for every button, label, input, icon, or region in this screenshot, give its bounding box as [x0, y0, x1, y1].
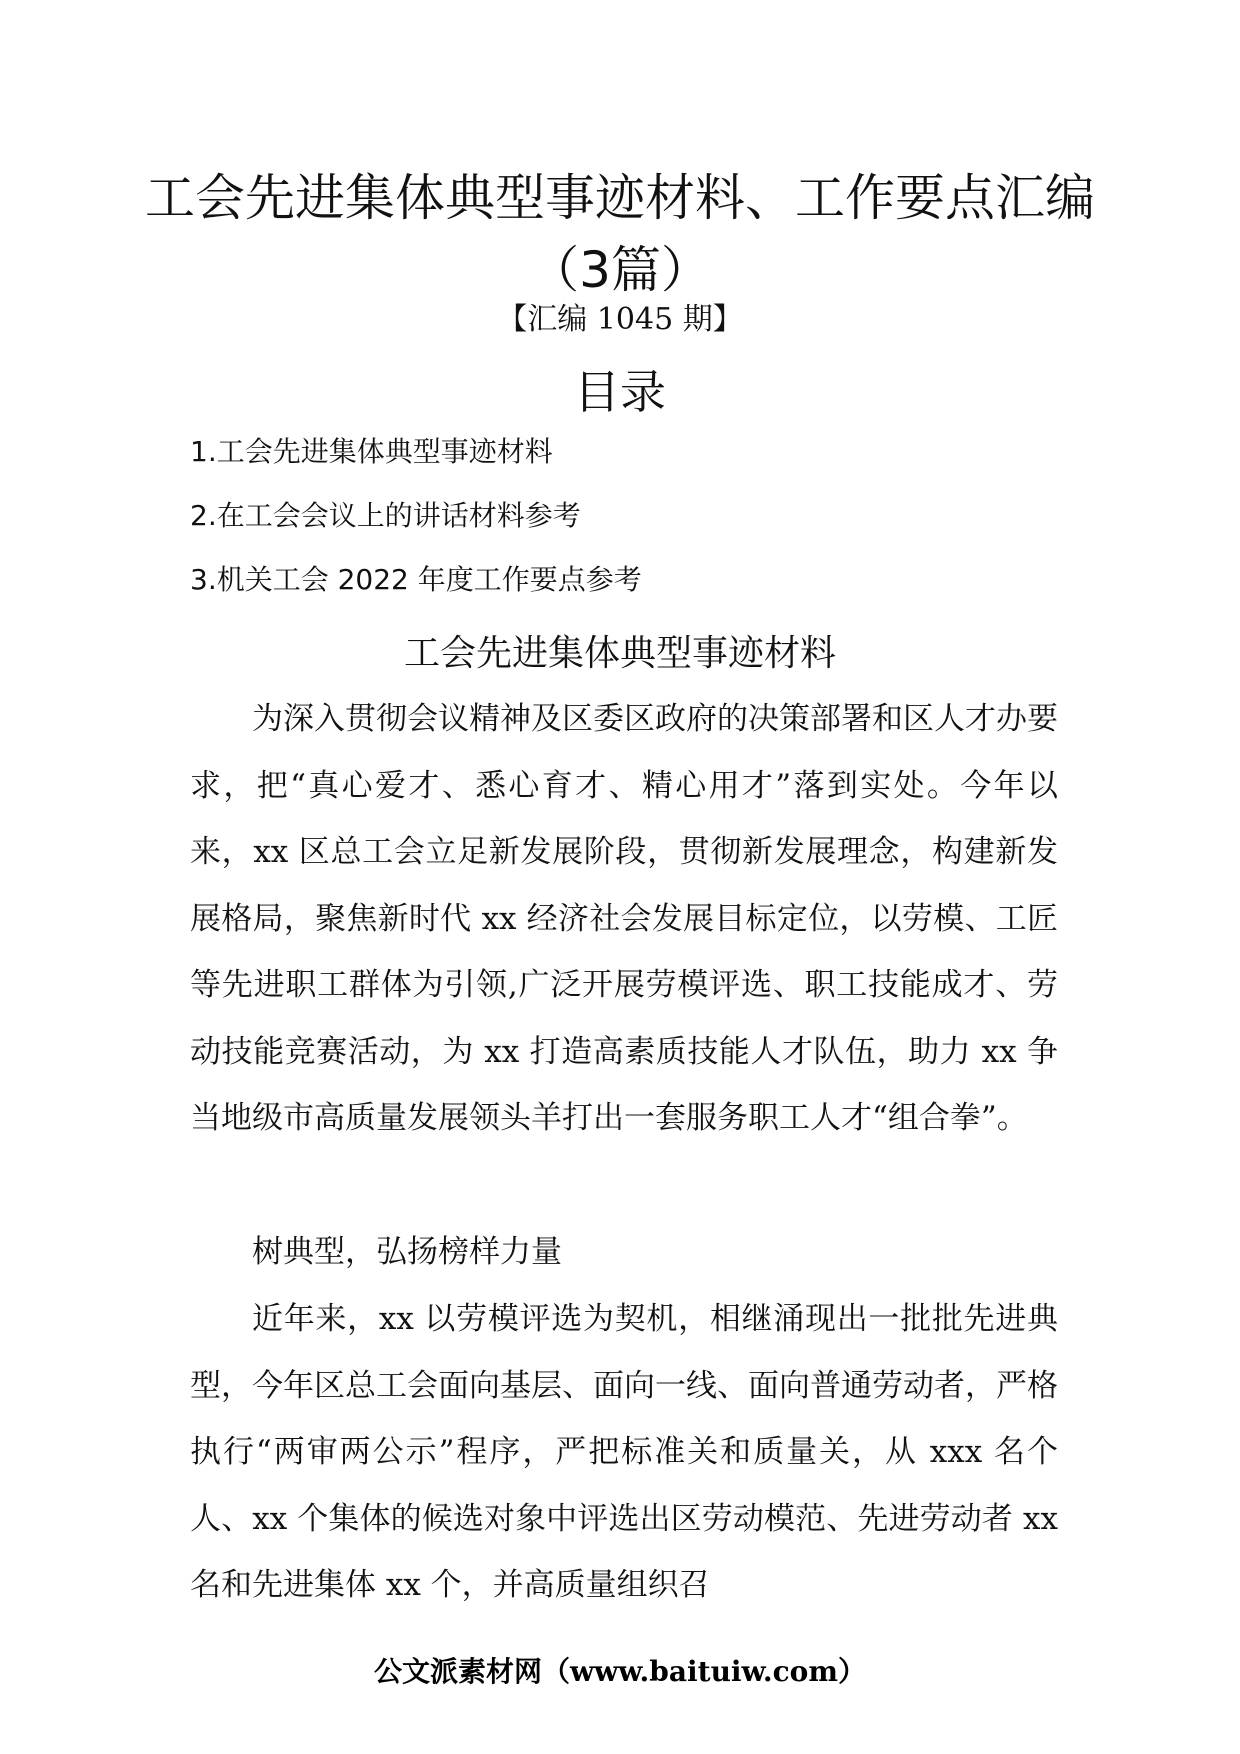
toc-item: 3.机关工会 2022 年度工作要点参考 [190, 563, 642, 596]
table-of-contents [190, 432, 1090, 624]
toc-heading: 目录 [574, 365, 666, 419]
toc-item: 1.工会先进集体典型事迹材料 [190, 435, 553, 468]
section-title: 工会先进集体典型事迹材料 [403, 633, 836, 674]
toc-item: 2.在工会会议上的讲话材料参考 [190, 499, 581, 532]
body-paragraph: 为深入贯彻会议精神及区委区政府的决策部署和区人才办要求，把“真心爱才、悉心育才、精心用才”落到实处。今年以来，xx 区总工会立足新发展阶段，贯彻新发展理念，构建新发展格局，聚焦新时代 xx 经济社会发展目标定位，以劳模、工匠等先进职工群体为引领,广泛开展劳模评选、职工技能成才、劳动技能竞赛活动，为 xx 打造高素质技能人才队伍，助力 xx 争当地级市高质量发展领头羊打出一套服务职工人才“组合拳”。 [190, 701, 1058, 1136]
document-title: 工会先进集体典型事迹材料、工作要点汇编（3篇） [145, 169, 1095, 299]
issue-number: 【汇编 1045 期】 [497, 302, 743, 337]
body-paragraph: 近年来，xx 以劳模评选为契机，相继涌现出一批批先进典型，今年区总工会面向基层、面向一线、面向普通劳动者，严格执行“两审两公示”程序，严把标准关和质量关，从 xxx 名个人、xx 个集体的候选对象中评选出区劳动模范、先进劳动者 xx 名和先进集体 xx 个，并高质量组织召 [190, 1301, 1058, 1603]
footer-watermark: 公文派素材网（www.baituiw.com） [374, 1655, 866, 1688]
subheading-paragraph: 树典型，弘扬榜样力量 [252, 1234, 562, 1270]
